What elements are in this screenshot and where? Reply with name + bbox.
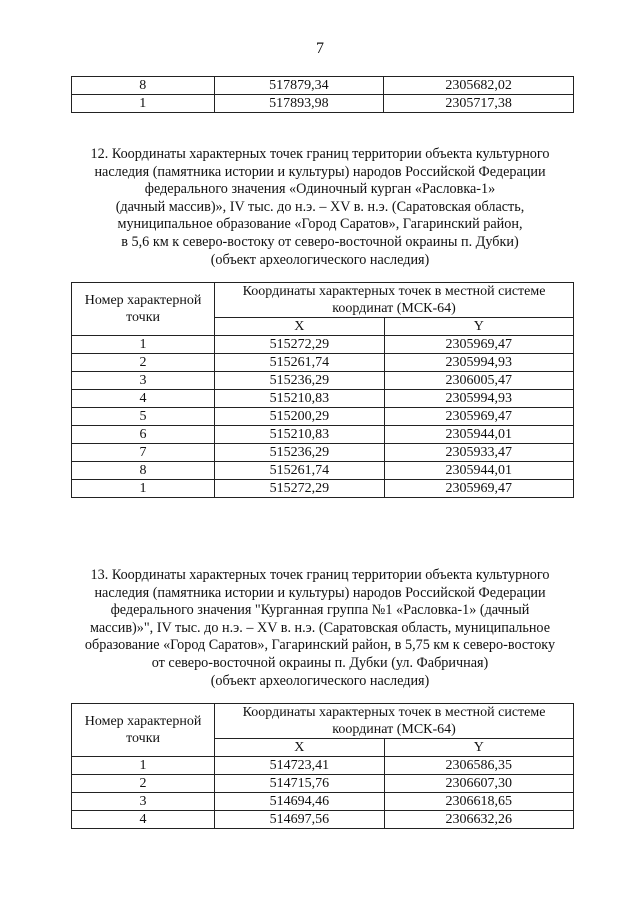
header-y: Y (384, 318, 573, 336)
x-coordinate-cell: 515261,74 (215, 354, 385, 372)
heading-line: наследия (памятника истории и культуры) народов Российской Федерации (94, 163, 546, 180)
point-number-cell: 8 (72, 462, 215, 480)
point-number-cell: 1 (72, 336, 215, 354)
x-coordinate-cell: 517879,34 (214, 77, 384, 95)
point-number-cell: 4 (72, 390, 215, 408)
point-number-cell: 8 (72, 77, 215, 95)
point-number-cell: 2 (72, 775, 215, 793)
heading-line: массив)»", IV тыс. до н.э. – XV в. н.э. (Саратовская область, муниципальное (89, 619, 550, 636)
table-row (72, 77, 574, 95)
x-coordinate-cell: 515272,29 (215, 480, 385, 498)
table-row (72, 95, 574, 113)
table-row (72, 408, 574, 426)
point-number-cell: 4 (72, 811, 215, 829)
y-coordinate-cell: 2305933,47 (384, 444, 573, 462)
header-coordinates: Координаты характерных точек в местной системе координат (МСК-64) (215, 283, 574, 318)
heading-line: федерального значения «Одиночный курган «Расловка-1» (144, 181, 496, 198)
y-coordinate-cell: 2305944,01 (384, 462, 573, 480)
x-coordinate-cell: 515261,74 (215, 462, 385, 480)
table-row (72, 811, 574, 829)
x-coordinate-cell: 515236,29 (215, 444, 385, 462)
y-coordinate-cell: 2305944,01 (384, 426, 573, 444)
header-point-number: Номер характерной точки (72, 704, 215, 757)
heading-line: от северо-восточной окраины п. Дубки (ул. Фабричная) (151, 654, 489, 671)
point-number-cell: 1 (72, 757, 215, 775)
coordinates-table-continued (71, 76, 574, 113)
table-row (72, 354, 574, 372)
y-coordinate-cell: 2305969,47 (384, 336, 573, 354)
x-coordinate-cell: 514715,76 (215, 775, 385, 793)
heading-line: (дачный массив)», IV тыс. до н.э. – XV в. н.э. (Саратовская область, (115, 198, 525, 215)
header-x: X (215, 318, 385, 336)
page-number: 7 (316, 40, 324, 57)
heading-line: в 5,6 км к северо-востоку от северо-восточной окраины п. Дубки) (121, 233, 519, 250)
y-coordinate-cell: 2306607,30 (384, 775, 573, 793)
y-coordinate-cell: 2305994,93 (384, 390, 573, 408)
y-coordinate-cell: 2306005,47 (384, 372, 573, 390)
heading-line: (объект археологического наследия) (210, 251, 430, 268)
x-coordinate-cell: 517893,98 (214, 95, 384, 113)
heading-line: федерального значения "Курганная группа №1 «Расловка-1» (дачный (110, 602, 530, 619)
x-coordinate-cell: 514723,41 (215, 757, 385, 775)
x-coordinate-cell: 515236,29 (215, 372, 385, 390)
table-row (72, 793, 574, 811)
y-coordinate-cell: 2305969,47 (384, 480, 573, 498)
table-row (72, 390, 574, 408)
table-row (72, 426, 574, 444)
point-number-cell: 6 (72, 426, 215, 444)
heading-line: образование «Город Саратов», Гагаринский район, в 5,75 км к северо-востоку (84, 637, 556, 654)
table-row (72, 775, 574, 793)
y-coordinate-cell: 2305717,38 (384, 95, 574, 113)
heading-line: наследия (памятника истории и культуры) народов Российской Федерации (94, 584, 546, 601)
y-coordinate-cell: 2306586,35 (384, 757, 573, 775)
y-coordinate-cell: 2305682,02 (384, 77, 574, 95)
point-number-cell: 3 (72, 793, 215, 811)
table-row (72, 462, 574, 480)
section-13-coordinates-table (71, 703, 574, 829)
table-row (72, 372, 574, 390)
y-coordinate-cell: 2305969,47 (384, 408, 573, 426)
table-row (72, 757, 574, 775)
header-coordinates: Координаты характерных точек в местной системе координат (МСК-64) (215, 704, 574, 739)
table-row (72, 336, 574, 354)
point-number-cell: 5 (72, 408, 215, 426)
x-coordinate-cell: 514697,56 (215, 811, 385, 829)
point-number-cell: 1 (72, 95, 215, 113)
x-coordinate-cell: 514694,46 (215, 793, 385, 811)
table-row (72, 480, 574, 498)
heading-line: 12. Координаты характерных точек границ территории объекта культурного (90, 146, 550, 162)
point-number-cell: 7 (72, 444, 215, 462)
x-coordinate-cell: 515210,83 (215, 390, 385, 408)
heading-line: 13. Координаты характерных точек границ территории объекта культурного (90, 567, 550, 583)
y-coordinate-cell: 2306632,26 (384, 811, 573, 829)
point-number-cell: 3 (72, 372, 215, 390)
section-13-heading (60, 567, 580, 690)
header-y: Y (384, 739, 573, 757)
y-coordinate-cell: 2306618,65 (384, 793, 573, 811)
x-coordinate-cell: 515200,29 (215, 408, 385, 426)
section-12-coordinates-table (71, 282, 574, 498)
point-number-cell: 2 (72, 354, 215, 372)
point-number-cell: 1 (72, 480, 215, 498)
x-coordinate-cell: 515210,83 (215, 426, 385, 444)
header-point-number: Номер характерной точки (72, 283, 215, 336)
header-x: X (215, 739, 385, 757)
table-row (72, 444, 574, 462)
heading-line: муниципальное образование «Город Саратов», Гагаринский район, (117, 216, 523, 233)
section-12-heading (60, 146, 580, 269)
x-coordinate-cell: 515272,29 (215, 336, 385, 354)
heading-line: (объект археологического наследия) (210, 672, 430, 689)
y-coordinate-cell: 2305994,93 (384, 354, 573, 372)
